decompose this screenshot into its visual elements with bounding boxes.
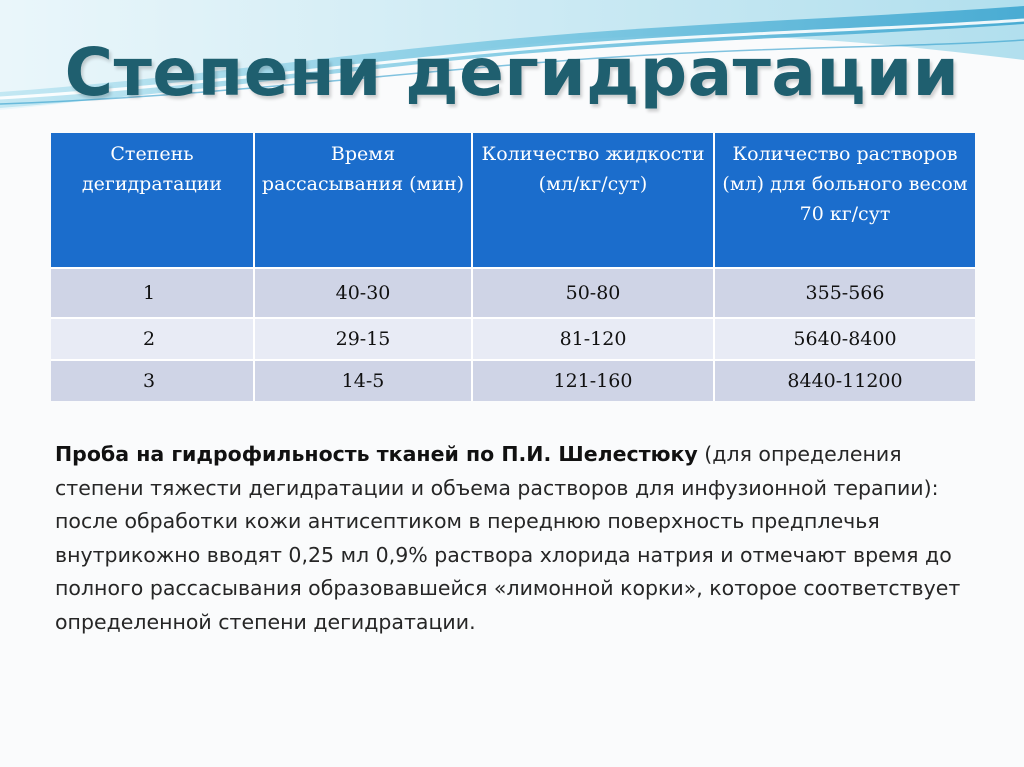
cell-solution: 5640-8400 — [714, 318, 975, 360]
dehydration-table — [51, 133, 975, 401]
table-row — [51, 318, 975, 360]
cell-solution: 355-566 — [714, 268, 975, 318]
table-header-row — [51, 133, 975, 268]
cell-time: 40-30 — [254, 268, 472, 318]
header-resorption-time: Время рассасывания (мин) — [254, 133, 472, 268]
table-row — [51, 268, 975, 318]
cell-fluid: 81-120 — [472, 318, 714, 360]
cell-degree: 3 — [51, 360, 254, 401]
cell-degree: 1 — [51, 268, 254, 318]
test-description — [55, 438, 975, 639]
test-name: Проба на гидрофильность тканей по П.И. Шелестюку — [55, 442, 698, 466]
cell-time: 29-15 — [254, 318, 472, 360]
table-row — [51, 360, 975, 401]
cell-time: 14-5 — [254, 360, 472, 401]
header-fluid-amount: Количество жидкости (мл/кг/сут) — [472, 133, 714, 268]
cell-solution: 8440-11200 — [714, 360, 975, 401]
cell-fluid: 121-160 — [472, 360, 714, 401]
page-title: Степени дегидратации — [64, 34, 960, 111]
cell-fluid: 50-80 — [472, 268, 714, 318]
header-degree: Степень дегидратации — [51, 133, 254, 268]
test-details: (для определения степени тяжести дегидратации и объема растворов для инфузионной терапии): после обработки кожи антисептиком в переднюю поверхность предплечья внутрикожно вводят 0,25 мл 0,9% раствора хлорида натрия и отмечают время до полного рассасывания образовавшейся «лимонной корки», которое соответствует определенной степени дегидратации. — [55, 442, 961, 634]
cell-degree: 2 — [51, 318, 254, 360]
header-solution-amount: Количество растворов (мл) для больного весом 70 кг/сут — [714, 133, 975, 268]
